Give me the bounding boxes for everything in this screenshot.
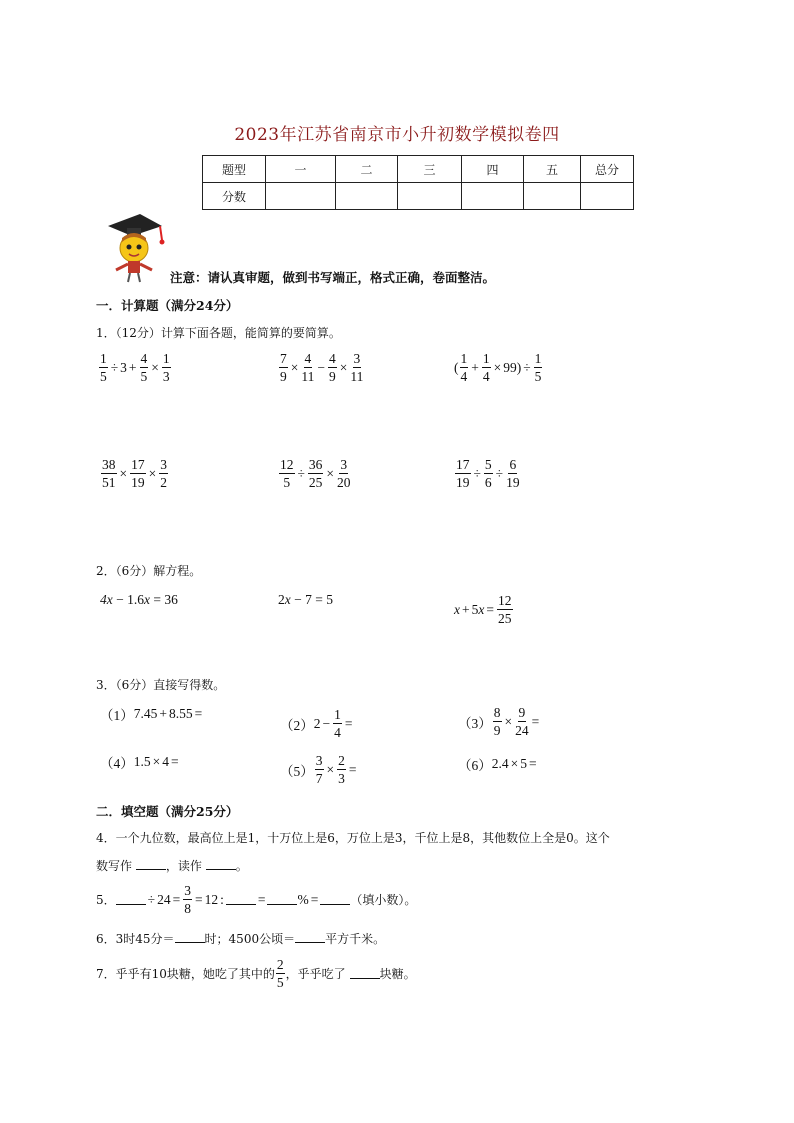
q7-line: 7．乎乎有10块糖，她吃了其中的 $\frac{2}{5}$ ，乎乎吃了 块糖。	[96, 957, 416, 990]
q1-expr-6: $\frac{17}{19}$ ÷ $\frac{5}{6}$ ÷ $\frac{6}{19}$	[456, 457, 520, 490]
q4-text: ，读作	[165, 859, 202, 873]
score-table-row	[203, 183, 634, 210]
q1-expr-5: $\frac{12}{5}$ ÷ $\frac{36}{25}$ × $\frac{3}{20}$	[280, 457, 351, 490]
score-input-cell[interactable]	[462, 183, 524, 210]
q1-expr-2: $\frac{7}{9}$ × $\frac{4}{11}$ − $\frac{4}{9}$ × $\frac{3}{11}$	[280, 351, 364, 384]
q3-instruction: 3．（6分）直接写得数。	[96, 678, 226, 692]
score-cell: 题型	[203, 156, 266, 183]
q4-line-1: 4．一个九位数，最高位上是1，十万位上是6，万位上是3，千位上是8，其他数位上全是0。这个	[96, 831, 610, 845]
section1-heading: 一．计算题（满分24分）	[96, 298, 239, 313]
q5-answer-blank[interactable]	[226, 894, 256, 905]
q1-expr-4: $\frac{38}{51}$ × $\frac{17}{19}$ × $\frac{3}{2}$	[102, 457, 167, 490]
q3-label: （6）	[458, 758, 492, 773]
q3-label: （3）	[458, 715, 492, 731]
score-cell: 三	[398, 156, 462, 183]
q3-item-3: （3） $\frac{8}{9}$ × $\frac{9}{24}$ =	[458, 705, 540, 738]
q1-expr-1: $\frac{1}{5}$ ÷ 3 + $\frac{4}{5}$ × $\frac{1}{3}$	[100, 351, 170, 384]
score-cell: 二	[336, 156, 398, 183]
q6-text: 时；4500公顷＝	[204, 932, 296, 946]
q5-answer-blank[interactable]	[267, 894, 297, 905]
score-input-cell[interactable]	[336, 183, 398, 210]
q5-text: （填小数）。	[350, 893, 417, 907]
q3-item-4: （4） 1.5 × 4 =	[100, 754, 179, 771]
q4-text: 数写作	[96, 859, 133, 873]
q3-label: （5）	[280, 763, 314, 779]
q5-line: 5． ÷ 24 = $\frac{3}{8}$ = 12 : = % = （填小数）。	[96, 883, 417, 916]
scholar-mascot-icon	[100, 212, 170, 284]
q4-line-2: 数写作 ，读作 。	[96, 859, 248, 873]
score-table	[202, 155, 634, 210]
q2-equation-2: 2x − 7 = 5	[278, 592, 333, 607]
q2-equation-1: 4x − 1.6x = 36	[100, 592, 178, 607]
page-title: 2023年江苏省南京市小升初数学模拟卷四	[234, 125, 560, 145]
q7-text: 块糖。	[379, 967, 416, 981]
q2-instruction: 2．（6分）解方程。	[96, 564, 202, 578]
q5-answer-blank[interactable]	[116, 894, 146, 905]
score-input-cell[interactable]	[266, 183, 336, 210]
score-cell: 四	[462, 156, 524, 183]
q6-line	[96, 930, 385, 947]
q7-text: 7．乎乎有10块糖，她吃了其中的	[96, 967, 275, 981]
q3-label: （4）	[100, 756, 134, 771]
score-input-cell[interactable]	[398, 183, 462, 210]
q7-text: ，乎乎吃了	[285, 967, 346, 981]
q6-answer-blank[interactable]	[175, 932, 205, 943]
score-input-cell[interactable]	[524, 183, 581, 210]
q1-instruction: 1．（12分）计算下面各题，能简算的要简算。	[96, 326, 341, 340]
q3-item-6: （6） 2.4 × 5 =	[458, 756, 537, 773]
q3-item-1: （1） 7.45 + 8.55 =	[100, 706, 203, 723]
q5-text: 5．	[96, 893, 116, 907]
q4-answer-blank[interactable]	[206, 859, 236, 870]
q2-equation-3: x + 5 x = $\frac{12}{25}$	[454, 593, 512, 626]
q4-answer-blank[interactable]	[136, 859, 166, 870]
q3-item-2: （2） 2 − $\frac{1}{4}$ =	[280, 707, 353, 740]
score-input-cell[interactable]	[581, 183, 634, 210]
q1-expr-3: ( $\frac{1}{4}$ + $\frac{1}{4}$ × 99) ÷ $\frac{1}{5}$	[454, 351, 542, 384]
score-cell: 五	[524, 156, 581, 183]
q3-label: （2）	[280, 717, 314, 733]
score-table-header	[203, 156, 634, 183]
q6-text: 6．3时45分＝	[96, 932, 175, 946]
notice-text: 注意：请认真审题，做到书写端正，格式正确，卷面整洁。	[170, 270, 496, 285]
q6-text: 平方千米。	[325, 932, 386, 946]
score-cell: 总分	[581, 156, 634, 183]
q6-answer-blank[interactable]	[295, 932, 325, 943]
score-cell: 分数	[203, 183, 266, 210]
section2-heading: 二．填空题（满分25分）	[96, 804, 239, 819]
q5-answer-blank[interactable]	[320, 894, 350, 905]
q7-answer-blank[interactable]	[350, 968, 380, 979]
q3-item-5: （5） $\frac{3}{7}$ × $\frac{2}{3}$ =	[280, 753, 357, 786]
q3-label: （1）	[100, 708, 134, 723]
score-cell: 一	[266, 156, 336, 183]
